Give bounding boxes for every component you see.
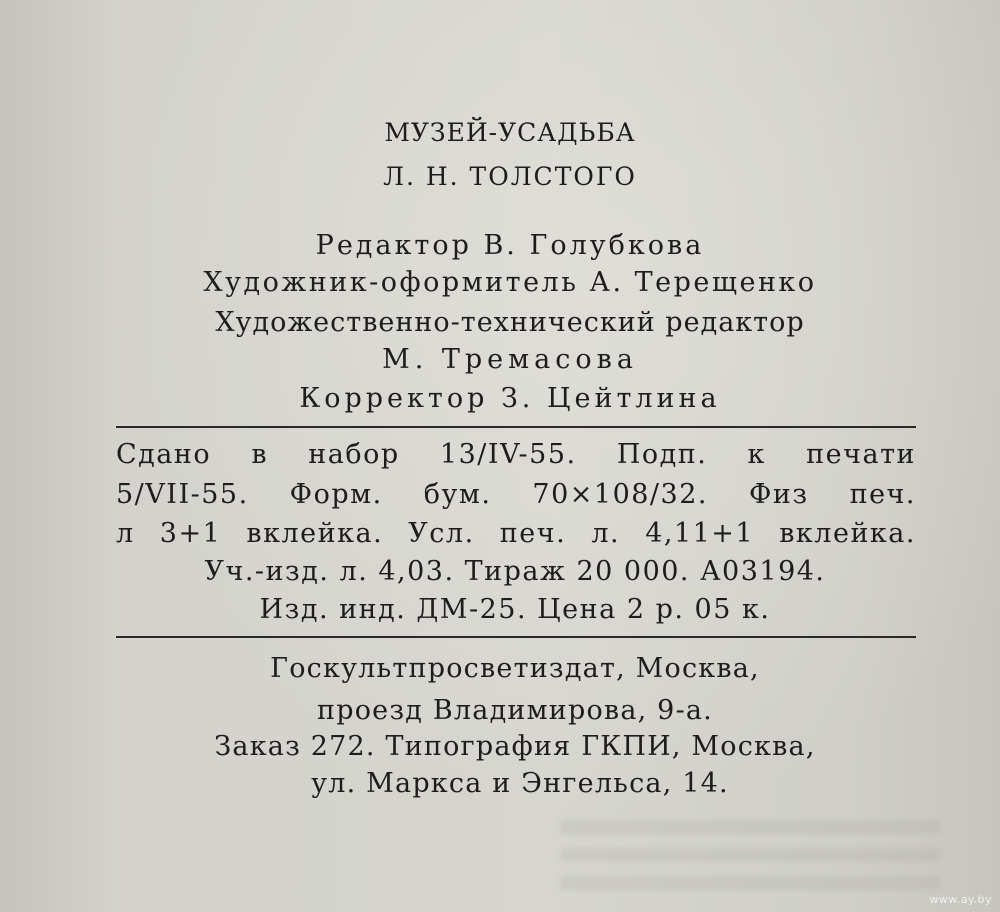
imprint-word: бум. xyxy=(423,479,492,510)
publisher-address: проезд Владимирова, 9-а. xyxy=(317,695,713,726)
imprint-line-5: Изд. инд. ДМ-25. Цена 2 р. 05 к. xyxy=(259,594,771,625)
credit-editor: Редактор В. Голубкова xyxy=(315,230,705,261)
title-line-tolstoy: Л. Н. ТОЛСТОГО xyxy=(383,162,637,191)
printer-order: Заказ 272. Типография ГКПИ, Москва, xyxy=(214,731,816,762)
imprint-word: в xyxy=(251,439,269,470)
imprint-word: л. xyxy=(591,518,621,549)
imprint-word: 3+1 xyxy=(159,518,222,549)
divider-top xyxy=(116,426,916,428)
imprint-word: к xyxy=(747,439,766,470)
site-watermark: www.ay.by xyxy=(929,893,992,906)
imprint-word: Усл. xyxy=(408,518,475,549)
imprint-word: набор xyxy=(308,439,400,470)
credit-tech-editor-title: Художественно-технический редактор xyxy=(215,307,805,338)
credit-artist: Художник-оформитель А. Терещенко xyxy=(203,267,817,298)
imprint-line-3 xyxy=(116,520,916,547)
imprint-line-4: Уч.-изд. л. 4,03. Тираж 20 000. А03194. xyxy=(204,556,826,587)
imprint-word: 70×108/32. xyxy=(532,479,708,510)
bleed-through-text xyxy=(560,820,940,890)
publisher-name: Госкультпросветиздат, Москва, xyxy=(270,653,760,684)
imprint-word: печ. xyxy=(499,518,567,549)
imprint-word: печати xyxy=(806,439,916,470)
imprint-word: Подп. xyxy=(616,439,708,470)
credit-proofreader: Корректор З. Цейтлина xyxy=(299,383,721,414)
imprint-word: 4,11+1 xyxy=(645,518,755,549)
imprint-word: 13/IV-55. xyxy=(439,439,577,470)
imprint-word: 5/VII-55. xyxy=(116,479,249,510)
imprint-word: Сдано xyxy=(116,439,212,470)
imprint-word: л xyxy=(116,518,135,549)
imprint-word: вклейка. xyxy=(246,518,384,549)
credit-tech-editor-name: М. Тремасова xyxy=(382,344,638,375)
printer-address: ул. Маркса и Энгельса, 14. xyxy=(311,768,729,799)
title-line-museum: МУЗЕЙ-УСАДЬБА xyxy=(384,118,636,147)
imprint-word: печ. xyxy=(849,479,916,510)
imprint-word: вклейка. xyxy=(779,518,916,549)
imprint-word: Физ xyxy=(748,479,809,510)
imprint-word: Форм. xyxy=(289,479,383,510)
divider-bottom xyxy=(116,636,916,638)
imprint-line-1 xyxy=(116,441,916,468)
imprint-line-2 xyxy=(116,481,916,508)
